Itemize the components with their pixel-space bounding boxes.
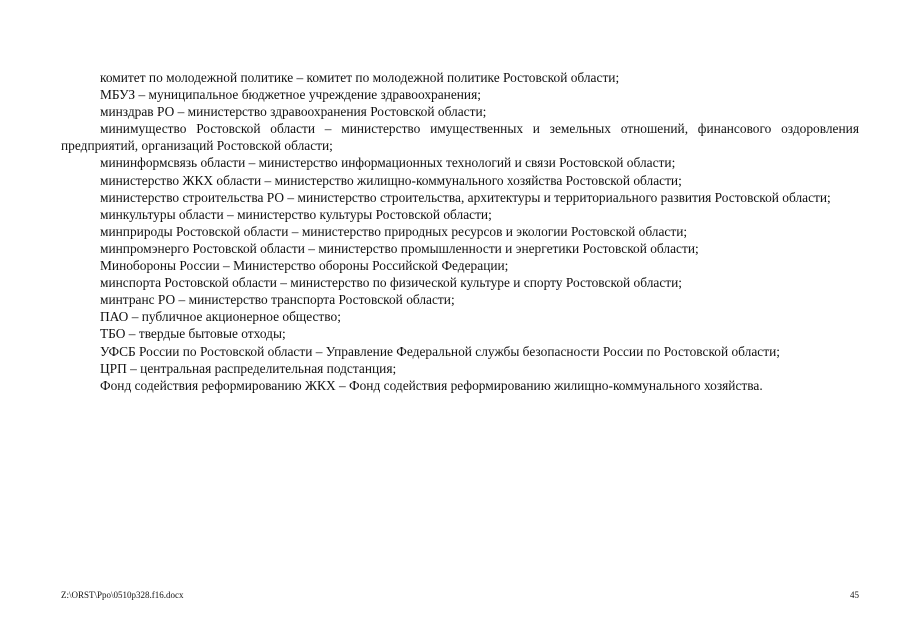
abbreviation-entry: минимущество Ростовской области – министерство имущественных и земельных отношений, финансового оздоровления предприятий, организаций Ростовской области; bbox=[61, 121, 859, 154]
abbreviation-entry: минтранс РО – министерство транспорта Ростовской области; bbox=[100, 292, 455, 308]
abbreviation-entry: УФСБ России по Ростовской области – Управление Федеральной службы безопасности России по Ростовской области; bbox=[100, 343, 780, 359]
abbreviation-entry: минпромэнерго Ростовской области – министерство промышленности и энергетики Ростовской области; bbox=[100, 240, 699, 256]
abbreviation-entry: министерство ЖКХ области – министерство жилищно-коммунального хозяйства Ростовской области; bbox=[100, 172, 682, 188]
footer-file-path: Z:\ORST\Ppo\0510p328.f16.docx bbox=[61, 590, 184, 600]
abbreviation-entry: Фонд содействия реформированию ЖКХ – Фонд содействия реформированию жилищно-коммунального хозяйства. bbox=[100, 377, 763, 393]
page-number: 45 bbox=[850, 590, 859, 600]
abbreviation-entry: минприроды Ростовской области – министерство природных ресурсов и экологии Ростовской области; bbox=[100, 223, 688, 239]
abbreviation-entry: ПАО – публичное акционерное общество; bbox=[100, 309, 341, 325]
abbreviation-entry: Минобороны России – Министерство обороны Российской Федерации; bbox=[100, 258, 509, 274]
abbreviation-entry: минздрав РО – министерство здравоохранения Ростовской области; bbox=[100, 104, 487, 120]
abbreviation-entry: комитет по молодежной политике – комитет по молодежной политике Ростовской области; bbox=[100, 70, 620, 85]
abbreviation-entry: МБУЗ – муниципальное бюджетное учреждение здравоохранения; bbox=[100, 87, 481, 103]
abbreviation-entry: минкультуры области – министерство культуры Ростовской области; bbox=[100, 206, 492, 222]
abbreviation-entry: минспорта Ростовской области – министерство по физической культуре и спорту Ростовской области; bbox=[100, 275, 683, 291]
document-body bbox=[61, 69, 859, 394]
abbreviation-entry: мининформсвязь области – министерство информационных технологий и связи Ростовской области; bbox=[100, 155, 676, 171]
abbreviation-entry: ЦРП – центральная распределительная подстанция; bbox=[100, 360, 397, 376]
abbreviation-entry: министерство строительства РО – министерство строительства, архитектуры и территориального развития Ростовской области; bbox=[100, 189, 831, 205]
abbreviation-entry: ТБО – твердые бытовые отходы; bbox=[100, 326, 286, 342]
